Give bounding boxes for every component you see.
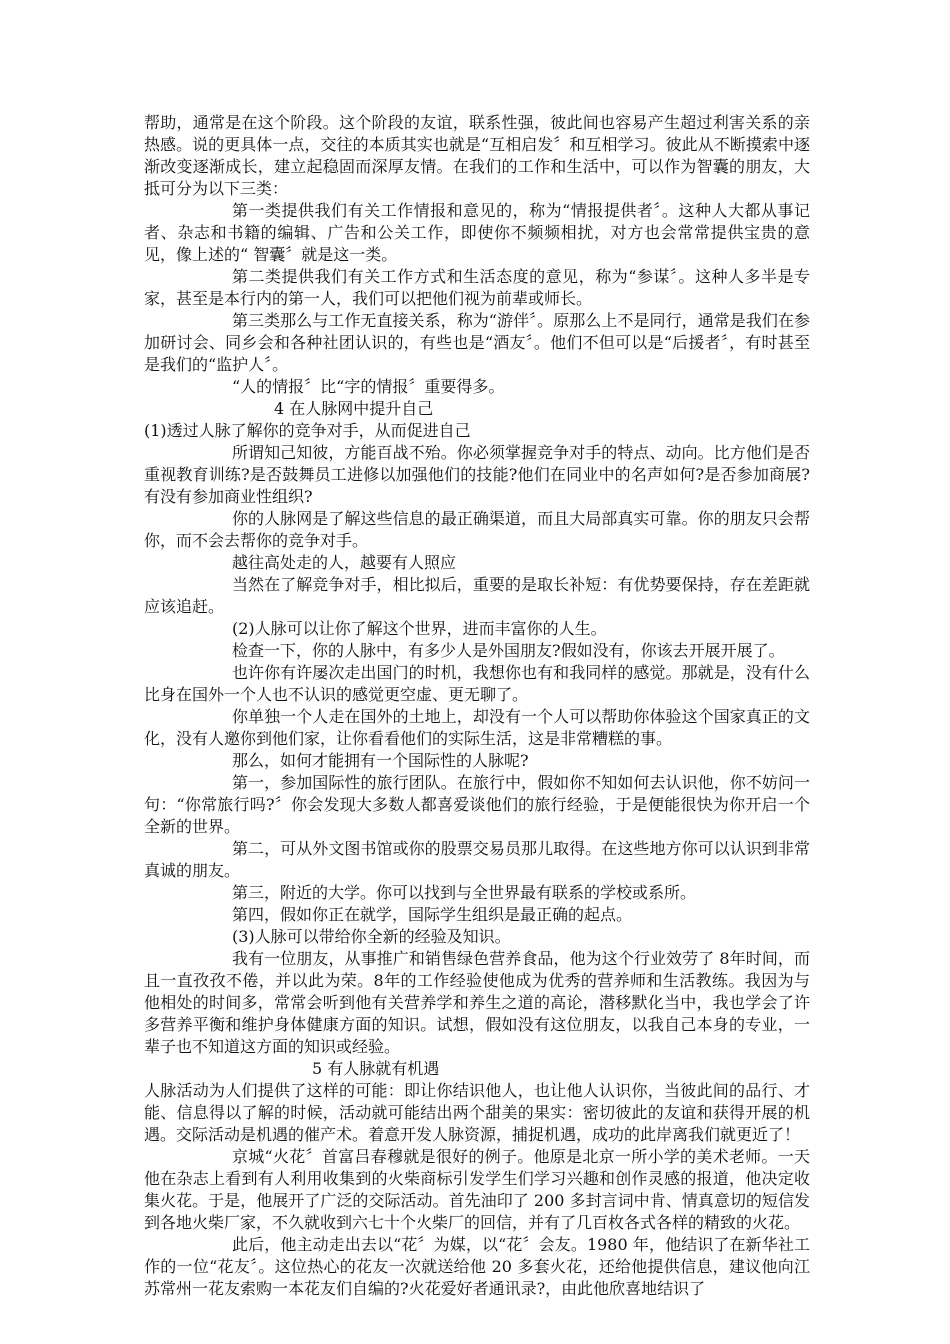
paragraph: 也许你有许屡次走出国门的时机，我想你也有和我同样的感觉。那就是，没有什么比身在国外一个人也不认识的感觉更空虚、更无聊了。 (144, 663, 810, 704)
document-page (144, 112, 810, 1300)
paragraph: 第一类提供我们有关工作情报和意见的，称为“情报提供者〞。这种人大都从事记者、杂志和书籍的编辑、广告和公关工作，即使你不频频相扰，对方也会常常提供宝贵的意见，像上述的“ 智囊〞就是这一类。 (144, 201, 810, 264)
paragraph: 你单独一个人走在国外的土地上，却没有一个人可以帮助你体验这个国家真正的文化，没有人邀你到他们家，让你看看他们的实际生活，这是非常糟糕的事。 (144, 707, 810, 748)
paragraph: 我有一位朋友，从事推广和销售绿色营养食品，他为这个行业效劳了 8年时间，而且一直孜孜不倦，并以此为荣。8年的工作经验使他成为优秀的营养师和生活教练。我因为与他相处的时间多，常常会听到他有关营养学和养生之道的高论，潜移默化当中，我也学会了许多营养平衡和维护身体健康方面的知识。试想，假如没有这位朋友，以我自己本身的专业，一辈子也不知道这方面的知识或经验。 (144, 949, 810, 1056)
section-heading: 5 有人脉就有机遇 (312, 1059, 440, 1078)
paragraph: “人的情报〞比“字的情报〞重要得多。 (232, 377, 505, 396)
paragraph: 当然在了解竞争对手，相比拟后，重要的是取长补短：有优势要保持，存在差距就应该追赶。 (144, 575, 810, 616)
paragraph: 帮助，通常是在这个阶段。这个阶段的友谊，联系性强，彼此间也容易产生超过利害关系的亲热感。说的更具体一点，交往的本质其实也就是“互相启发〞和互相学习。彼此从不断摸索中逐渐改变逐渐成长，建立起稳固而深厚友情。在我们的工作和生活中，可以作为智囊的朋友，大抵可分为以下三类： (144, 113, 810, 198)
paragraph: 此后，他主动走出去以“花〞为媒，以“花〞会友。1980 年，他结识了在新华社工作的一位“花友〞。这位热心的花友一次就送给他 20 多套火花，还给他提供信息，建议他向江苏常州一花友索购一本花友们自编的?火花爱好者通讯录?，由此他欣喜地结识了 (144, 1235, 810, 1298)
paragraph: 人脉活动为人们提供了这样的可能：即让你结识他人，也让他人认识你，当彼此间的品行、才能、信息得以了解的时候，活动就可能结出两个甜美的果实：密切彼此的友谊和获得开展的机遇。交际活动是机遇的催产术。着意开发人脉资源，捕捉机遇，成功的此岸离我们就更近了！ (144, 1081, 810, 1144)
paragraph: 检查一下，你的人脉中，有多少人是外国朋友?假如没有，你该去开展开展了。 (232, 641, 785, 660)
paragraph: 京城“火花〞首富吕春穆就是很好的例子。他原是北京一所小学的美术老师。一天他在杂志上看到有人利用收集到的火柴商标引发学生们学习兴趣和创作灵感的报道，他决定收集火花。于是，他展开了广泛的交际活动。首先油印了 200 多封言词中肯、情真意切的短信发到各地火柴厂家，不久就收到六七十个火柴厂的回信，并有了几百枚各式各样的精致的火花。 (144, 1147, 810, 1232)
subheading: (3)人脉可以带给你全新的经验及知识。 (232, 927, 511, 946)
paragraph: 你的人脉网是了解这些信息的最正确渠道，而且大局部真实可靠。你的朋友只会帮你，而不会去帮你的竞争对手。 (144, 509, 810, 550)
section-heading: 4 在人脉网中提升自己 (274, 399, 434, 418)
paragraph: 第二类提供我们有关工作方式和生活态度的意见，称为“参谋〞。这种人多半是专家，甚至是本行内的第一人，我们可以把他们视为前辈或师长。 (144, 267, 810, 308)
paragraph: 第三，附近的大学。你可以找到与全世界最有联系的学校或系所。 (232, 883, 697, 902)
paragraph: 越往高处走的人，越要有人照应 (232, 553, 457, 572)
paragraph: 第一，参加国际性的旅行团队。在旅行中，假如你不知如何去认识他，你不妨问一句：“你常旅行吗?〞你会发现大多数人都喜爱谈他们的旅行经验，于是便能很快为你开启一个全新的世界。 (144, 773, 810, 836)
paragraph: 那么，如何才能拥有一个国际性的人脉呢? (232, 751, 529, 770)
paragraph: 第二，可从外文图书馆或你的股票交易员那儿取得。在这些地方你可以认识到非常真诚的朋友。 (144, 839, 810, 880)
paragraph: 第四，假如你正在就学，国际学生组织是最正确的起点。 (232, 905, 633, 924)
subheading: (2)人脉可以让你了解这个世界，进而丰富你的人生。 (232, 619, 607, 638)
paragraph: 第三类那么与工作无直接关系，称为“游伴〞。原那么上不是同行，通常是我们在参加研讨会、同乡会和各种社团认识的，有些也是“酒友〞。他们不但可以是“后援者〞，有时甚至是我们的“监护人〞。 (144, 311, 810, 374)
subheading: (1)透过人脉了解你的竞争对手，从而促进自己 (144, 421, 471, 440)
paragraph: 所谓知己知彼，方能百战不殆。你必须掌握竞争对手的特点、动向。比方他们是否重视教育训练?是否鼓舞员工进修以加强他们的技能?他们在同业中的名声如何?是否参加商展?有没有参加商业性组织? (144, 443, 810, 506)
